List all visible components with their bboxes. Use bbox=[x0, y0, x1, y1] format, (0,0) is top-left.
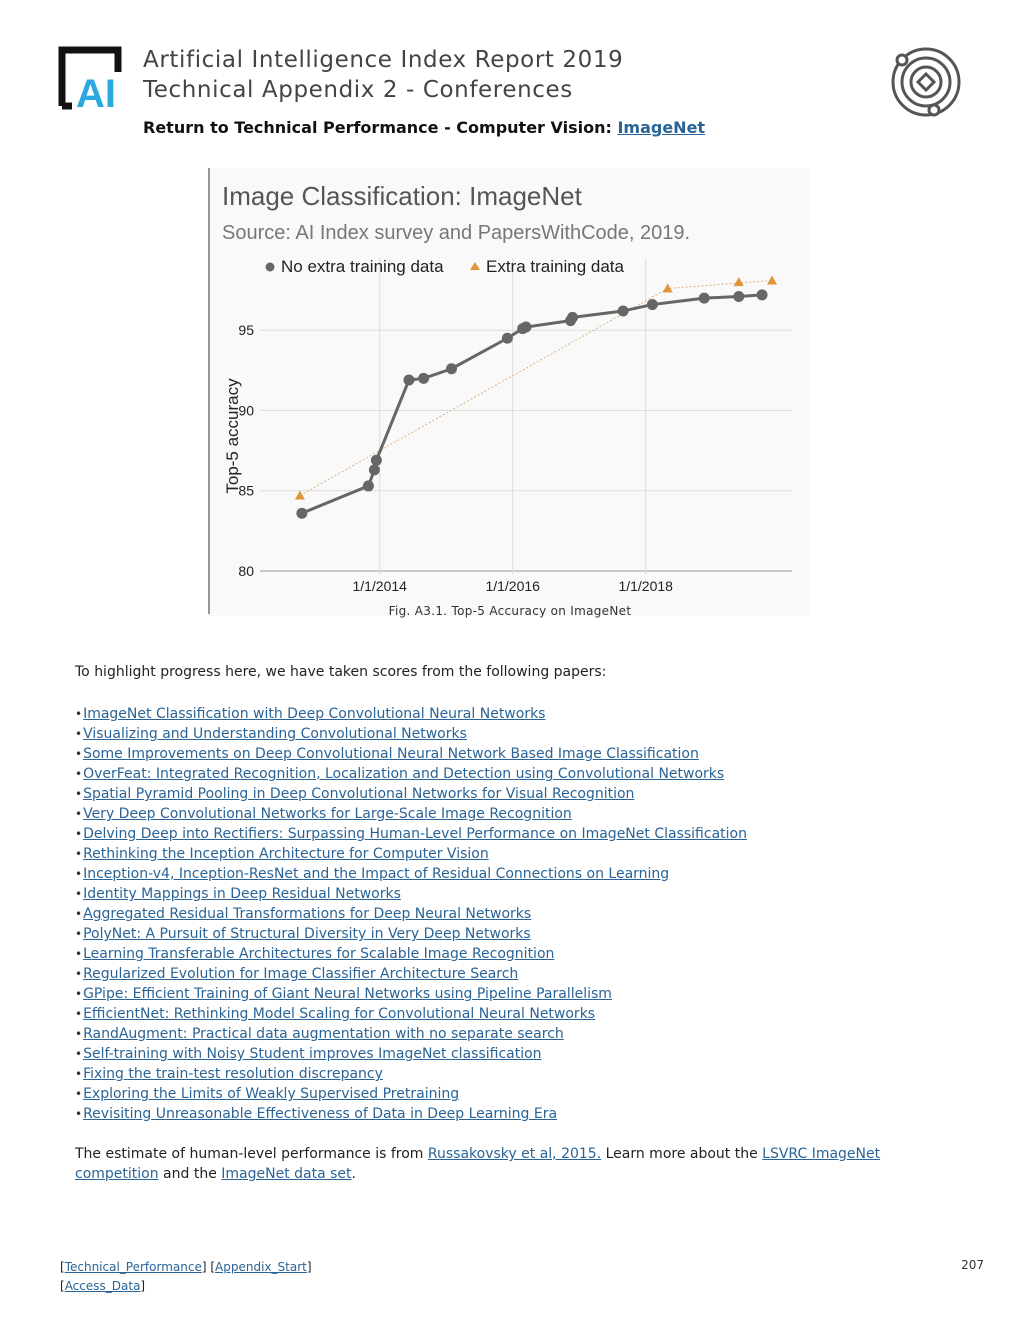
bullet: • bbox=[75, 1107, 83, 1121]
note-text-2: Learn more about the bbox=[601, 1146, 763, 1162]
paper-list-item bbox=[75, 924, 747, 944]
paper-list-item bbox=[75, 784, 747, 804]
imagenet-chart bbox=[208, 168, 810, 616]
bullet: • bbox=[75, 867, 83, 881]
bullet: • bbox=[75, 767, 83, 781]
technical-performance-link[interactable]: Technical_Performance bbox=[64, 1260, 202, 1274]
logo-text: AI bbox=[76, 72, 116, 110]
appendix-title: Technical Appendix 2 - Conferences bbox=[143, 77, 573, 103]
data-point-no-extra bbox=[647, 299, 658, 310]
bullet: • bbox=[75, 727, 83, 741]
bullet: • bbox=[75, 947, 83, 961]
paper-list-item bbox=[75, 1064, 747, 1084]
bullet: • bbox=[75, 907, 83, 921]
imagenet-dataset-link[interactable]: ImageNet data set bbox=[221, 1166, 352, 1182]
chart-title: Image Classification: ImageNet bbox=[222, 181, 582, 211]
data-point-no-extra bbox=[699, 293, 710, 304]
bullet: • bbox=[75, 967, 83, 981]
bullet: • bbox=[75, 1047, 83, 1061]
paper-list-item bbox=[75, 1084, 747, 1104]
intro-text: To highlight progress here, we have taken scores from the following papers: bbox=[75, 664, 607, 680]
paper-list-item bbox=[75, 944, 747, 964]
paper-link[interactable]: EfficientNet: Rethinking Model Scaling for Convolutional Neural Networks bbox=[83, 1006, 596, 1022]
paper-link[interactable]: GPipe: Efficient Training of Giant Neural Networks using Pipeline Parallelism bbox=[83, 986, 612, 1002]
paper-list-item bbox=[75, 744, 747, 764]
data-point-no-extra bbox=[521, 322, 532, 333]
data-point-no-extra bbox=[446, 363, 457, 374]
paper-link[interactable]: Visualizing and Understanding Convolutional Networks bbox=[83, 726, 467, 742]
return-text: Return to Technical Performance - Computer Vision: bbox=[143, 118, 618, 137]
data-point-no-extra bbox=[502, 333, 513, 344]
human-performance-note bbox=[75, 1144, 915, 1184]
legend-label: Extra training data bbox=[486, 257, 624, 276]
bullet: • bbox=[75, 807, 83, 821]
paper-list-item bbox=[75, 904, 747, 924]
data-point-no-extra bbox=[418, 373, 429, 384]
paper-link[interactable]: Revisiting Unreasonable Effectiveness of Data in Deep Learning Era bbox=[83, 1106, 558, 1122]
bullet: • bbox=[75, 887, 83, 901]
paper-link[interactable]: Learning Transferable Architectures for Scalable Image Recognition bbox=[83, 946, 555, 962]
y-axis-label: Top-5 accuracy bbox=[223, 378, 242, 494]
chart-subtitle: Source: AI Index survey and PapersWithCode, 2019. bbox=[222, 222, 691, 244]
data-point-no-extra bbox=[363, 480, 374, 491]
paper-link[interactable]: Identity Mappings in Deep Residual Networks bbox=[83, 886, 401, 902]
data-point-no-extra bbox=[618, 305, 629, 316]
report-title: Artificial Intelligence Index Report 2019 bbox=[143, 47, 624, 73]
note-text-4: . bbox=[351, 1166, 356, 1182]
y-tick-label: 85 bbox=[238, 482, 254, 499]
y-tick-label: 90 bbox=[238, 402, 254, 419]
bullet: • bbox=[75, 1007, 83, 1021]
bullet: • bbox=[75, 707, 83, 721]
paper-link[interactable]: Regularized Evolution for Image Classifier Architecture Search bbox=[83, 966, 519, 982]
bullet: • bbox=[75, 747, 83, 761]
paper-list-item bbox=[75, 824, 747, 844]
bullet: • bbox=[75, 1087, 83, 1101]
footer-nav: [Technical_Performance] [Appendix_Start] [Access_Data] bbox=[60, 1260, 312, 1293]
paper-link[interactable]: Inception-v4, Inception-ResNet and the Impact of Residual Connections on Learning bbox=[83, 866, 670, 882]
paper-link[interactable]: Some Improvements on Deep Convolutional Neural Network Based Image Classification bbox=[83, 746, 699, 762]
data-point-no-extra bbox=[371, 455, 382, 466]
bullet: • bbox=[75, 927, 83, 941]
bullet: • bbox=[75, 987, 83, 1001]
bullet: • bbox=[75, 827, 83, 841]
paper-list-item bbox=[75, 1024, 747, 1044]
paper-link[interactable]: Rethinking the Inception Architecture for Computer Vision bbox=[83, 846, 489, 862]
note-text-3: and the bbox=[158, 1166, 222, 1182]
paper-list-item bbox=[75, 1104, 747, 1124]
x-tick-label: 1/1/2014 bbox=[352, 578, 407, 594]
paper-list-item bbox=[75, 864, 747, 884]
bullet: • bbox=[75, 847, 83, 861]
data-point-no-extra bbox=[757, 289, 768, 300]
bullet: • bbox=[75, 1067, 83, 1081]
access-data-link[interactable]: Access_Data bbox=[64, 1279, 141, 1293]
note-text-1: The estimate of human-level performance is from bbox=[75, 1146, 428, 1162]
lsvrc-link[interactable]: LSVRC ImageNet competition bbox=[75, 1146, 881, 1182]
paper-link[interactable]: Spatial Pyramid Pooling in Deep Convolutional Networks for Visual Recognition bbox=[83, 786, 635, 802]
paper-link[interactable]: PolyNet: A Pursuit of Structural Diversity in Very Deep Networks bbox=[83, 926, 531, 942]
legend-marker-no-extra bbox=[266, 263, 275, 272]
x-tick-label: 1/1/2018 bbox=[618, 578, 673, 594]
paper-list-item bbox=[75, 844, 747, 864]
y-tick-label: 80 bbox=[238, 563, 254, 579]
imagenet-link[interactable]: ImageNet bbox=[617, 118, 706, 137]
paper-link[interactable]: Self-training with Noisy Student improves ImageNet classification bbox=[83, 1046, 542, 1062]
paper-list-item bbox=[75, 724, 747, 744]
data-point-no-extra bbox=[567, 312, 578, 323]
paper-link[interactable]: Fixing the train-test resolution discrepancy bbox=[83, 1066, 383, 1082]
paper-list bbox=[75, 704, 747, 1124]
paper-link[interactable]: OverFeat: Integrated Recognition, Localization and Detection using Convolutional Networks bbox=[83, 766, 725, 782]
paper-link[interactable]: RandAugment: Practical data augmentation with no separate search bbox=[83, 1026, 564, 1042]
data-point-no-extra bbox=[296, 508, 307, 519]
russakovsky-link[interactable]: Russakovsky et al, 2015. bbox=[427, 1146, 602, 1162]
paper-list-item bbox=[75, 1004, 747, 1024]
paper-link[interactable]: Delving Deep into Rectifiers: Surpassing Human-Level Performance on ImageNet Classification bbox=[83, 826, 747, 842]
bullet: • bbox=[75, 1027, 83, 1041]
legend-label: No extra training data bbox=[281, 257, 444, 276]
figure-caption: Fig. A3.1. Top-5 Accuracy on ImageNet bbox=[388, 604, 632, 618]
data-point-no-extra bbox=[403, 374, 414, 385]
paper-list-item bbox=[75, 964, 747, 984]
ai-index-logo bbox=[58, 46, 130, 110]
x-tick-label: 1/1/2016 bbox=[485, 578, 540, 594]
data-point-no-extra bbox=[733, 291, 744, 302]
chart-svg bbox=[208, 168, 810, 616]
concentric-circles-icon bbox=[888, 44, 964, 120]
paper-list-item bbox=[75, 984, 747, 1004]
paper-list-item bbox=[75, 704, 747, 724]
data-point-no-extra bbox=[369, 464, 380, 475]
return-line bbox=[143, 118, 705, 137]
y-tick-label: 95 bbox=[238, 322, 254, 339]
paper-link[interactable]: Very Deep Convolutional Networks for Large-Scale Image Recognition bbox=[83, 806, 572, 822]
paper-list-item bbox=[75, 1044, 747, 1064]
page-number: 207 bbox=[961, 1258, 984, 1272]
appendix-start-link[interactable]: Appendix_Start bbox=[215, 1260, 307, 1274]
paper-link[interactable]: Aggregated Residual Transformations for Deep Neural Networks bbox=[83, 906, 532, 922]
paper-link[interactable]: Exploring the Limits of Weakly Supervised Pretraining bbox=[83, 1086, 460, 1102]
paper-list-item bbox=[75, 764, 747, 784]
paper-list-item bbox=[75, 804, 747, 824]
bullet: • bbox=[75, 787, 83, 801]
paper-list-item bbox=[75, 884, 747, 904]
paper-link[interactable]: ImageNet Classification with Deep Convolutional Neural Networks bbox=[83, 706, 546, 722]
